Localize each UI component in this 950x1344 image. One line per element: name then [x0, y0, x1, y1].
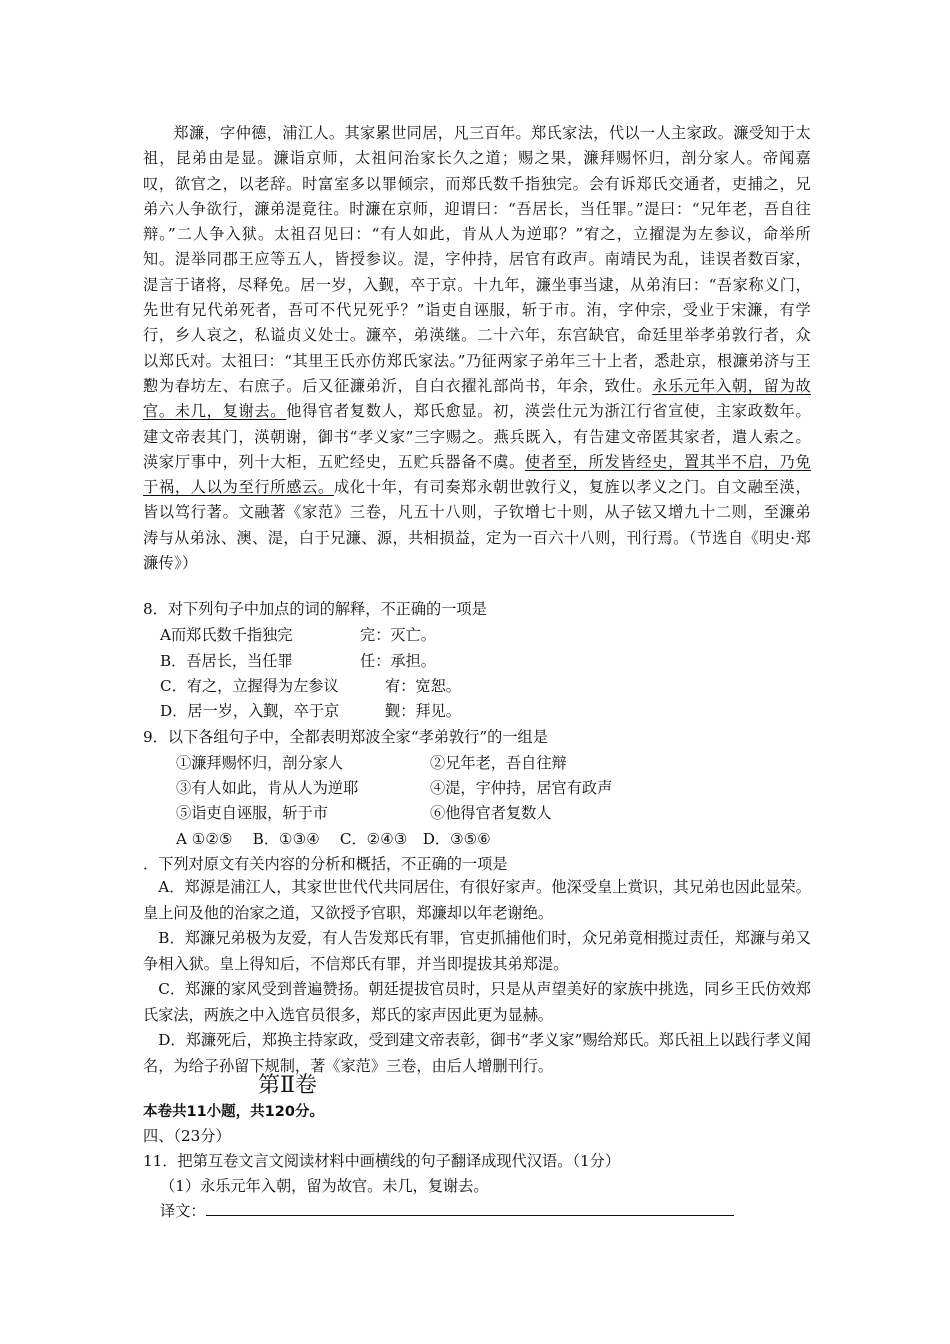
section-four-heading: 四、（23分）: [143, 1127, 231, 1145]
answer-label: 译文：: [160, 1202, 206, 1220]
q9-item-1: ①濂拜赐怀归，剖分家人: [176, 754, 344, 772]
q10-option-b: B．郑濂兄弟极为友爱，有人告发郑氏有罪，官吏抓捕他们时，众兄弟竟相揽过责任，郑濂与弟又争相入狱。皇上得知后，不信郑氏有罪，并当即提拔其弟郑湜。: [143, 929, 811, 973]
q10-option-a: A．郑源是浦江人，其家世世代代共同居住，有很好家声。他深受皇上赏识，其兄弟也因此显荣。皇上问及他的治家之道，又欲授予官职，郑濂却以年老谢绝。: [143, 878, 811, 922]
q8-option-c-gloss: 宥：宽恕。: [385, 677, 461, 695]
q8-option-a-gloss: 完：灭亡。: [360, 626, 436, 644]
q8-option-c: C．宥之，立握得为左参议: [160, 677, 339, 695]
passage-text-3: 成化十年，有司奏郑永朝世敦行义，复旌以孝义之门。自文融至渶，皆以笃行著。文融著《家范》三卷，凡五十八则，子钦增七十则，从子铉又增九十二则，至濂弟涛与从弟泳、澳、湜，白于兄濂、源，共相损益，定为一百六十八则，刊行焉。（节选自《明史·郑濂传》）: [143, 478, 812, 573]
q8-stem: 8．对下列句子中加点的词的解释，不正确的一项是: [143, 600, 487, 618]
q8-option-d: D．居一岁，入觐，卒于京: [160, 702, 340, 720]
q10-option-d: D．郑濂死后，郑换主持家政，受到建文帝表彰，御书“孝义家”赐给郑氏。郑氏祖上以践行孝义闻名，为给子孙留下规制，著《家范》三卷，由后人增删刊行。: [143, 1031, 811, 1075]
q10-option-c: C．郑濂的家风受到普遍赞扬。朝廷提拔官员时，只是从声望美好的家族中挑选，同乡王氏仿效郑氏家法，两族之中入选官员很多，郑氏的家声因此更为显赫。: [143, 980, 811, 1024]
underlined-sentence-2: 使者至，所发皆经史，置其半不启，乃免于祸，人以为至行所感云。: [143, 452, 811, 497]
q9-item-3: ③有人如此，肯从人为逆耶: [176, 779, 359, 797]
classical-passage: [143, 121, 811, 576]
q9-choices: A ①②⑤ B．①③④ C．②④③ D．③⑤⑥: [176, 830, 491, 848]
underlined-sentence-1: 永乐元年入朝，留为故官。未几，复谢去。: [143, 376, 812, 421]
q11-answer-row: [160, 1200, 734, 1221]
answer-blank-line[interactable]: [206, 1201, 734, 1216]
q9-item-2: ②兄年老，吾自往辩: [430, 754, 567, 772]
part-two-heading: 第Ⅱ卷: [258, 1073, 317, 1098]
q9-item-6: ⑥他得官者复数人: [430, 804, 552, 822]
q8-option-a: A而郑氏数千指独完: [160, 626, 293, 644]
q10-stem: ．下列对原文有关内容的分析和概括，不正确的一项是: [143, 855, 508, 873]
q8-option-b-gloss: 任：承担。: [360, 652, 436, 670]
q8-option-b: B．吾居长，当任罪: [160, 652, 293, 670]
q11-sub-1: （1）永乐元年入朝，留为故官。未几，复谢去。: [160, 1177, 489, 1195]
passage-text-1: 郑濂，字仲德，浦江人。其家累世同居，凡三百年。郑氏家法，代以一人主家政。濂受知于太祖，昆弟由是显。濂诣京师，太祖问治家长久之道；赐之果，濂拜赐怀归，剖分家人。帝闻嘉叹，欲官之，以老辞。时富室多以罪倾宗，而郑氏数千指独完。会有诉郑氏交通者，吏捕之，兄弟六人争欲行，濂弟湜竟往。时濂在京师，迎谓曰：“吾居长，当任罪。”湜曰：“兄年老，吾自往辩。”二人争入狱。太祖召见曰：“有人如此，肯从人为逆耶？”宥之，立擢湜为左参议，命举所知。湜举同郡王应等五人，皆授参议。湜，字仲持，居官有政声。南靖民为乱，诖误者数百家，湜言于诸将，尽释免。居一岁，入觐，卒于京。十九年，濂坐事当逮，从弟洧曰：“吾家称义门，先世有兄代弟死者，吾可不代兄死乎？”诣吏自诬服，斩于市。洧，字仲宗，受业于宋濂，有学行，乡人哀之，私谥贞义处士。濂卒，弟渶继。二十六年，东宫缺官，命廷里举孝弟敦行者，众以郑氏对。太祖曰：“其里王氏亦仿郑氏家法。”乃征两家子弟年三十上者，悉赴京，根濂弟济与王懃为春坊左、右庶子。后又征濂弟沂，自白衣擢礼部尚书，年余，致仕。: [143, 124, 811, 395]
q9-item-4: ④湜，宇仲持，居官有政声: [430, 779, 613, 797]
part-two-note: 本卷共11小题，共120分。: [143, 1104, 324, 1120]
passage-text-2: 他得官者复数人，郑氏愈显。初，渶尝仕元为浙江行省宣使，主家政数年。建文帝表其门，渶朝谢，御书“孝义家”三字赐之。燕兵既入，有告建文帝匿其家者，遣人索之。渶家厅事中，列十大柜，五贮经史，五贮兵器备不虞。: [143, 402, 811, 471]
q9-stem: 9．以下各组句子中，全都表明郑波全家“孝弟敦行”的一组是: [143, 728, 548, 746]
q8-option-d-gloss: 觐：拜见。: [385, 702, 461, 720]
q11-stem: 11．把第互卷文言文阅读材料中画横线的句子翻译成现代汉语。（1分）: [143, 1152, 621, 1170]
q9-item-5: ⑤诣吏自诬服，斩于市: [176, 804, 328, 822]
